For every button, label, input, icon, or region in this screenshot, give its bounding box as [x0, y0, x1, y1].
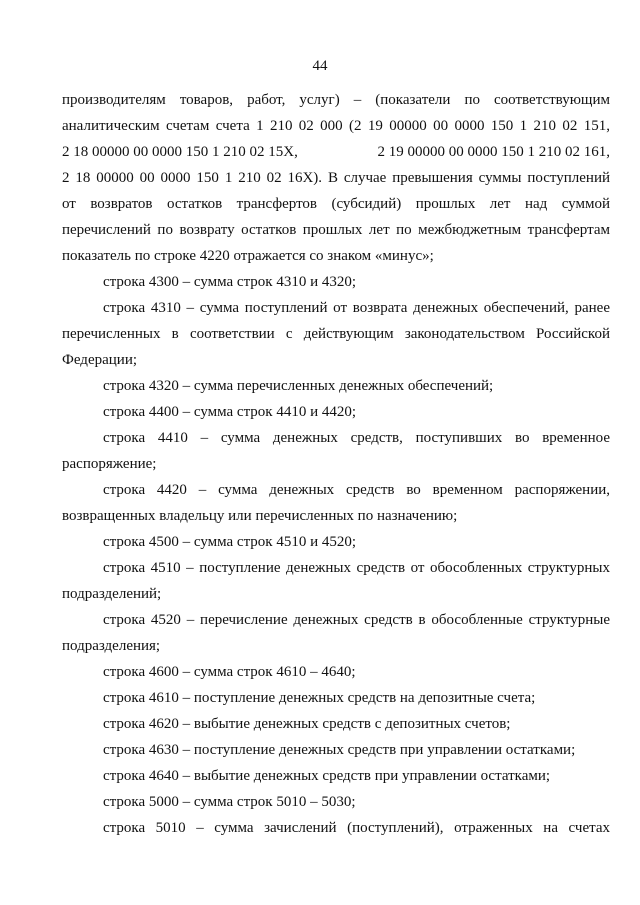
text-line: строка 4420 – сумма денежных средств во временном распоряжении, [103, 482, 610, 498]
text-line: строка 5000 – сумма строк 5010 – 5030; [103, 794, 356, 810]
text-line: строка 4620 – выбытие денежных средств с депозитных счетов; [103, 716, 511, 732]
text-line: перечислений по возврату остатков прошлых лет по межбюджетным трансфертам [62, 222, 610, 238]
text-line: строка 4400 – сумма строк 4410 и 4420; [103, 404, 357, 420]
text-line: строка 5010 – сумма зачислений (поступлений), отраженных на счетах [103, 820, 610, 836]
text-line: строка 4640 – выбытие денежных средств при управлении остатками; [103, 768, 551, 784]
text-line-left: 2 18 00000 00 0000 150 1 210 02 15X, [62, 144, 298, 160]
text-line: аналитическим счетам счета 1 210 02 000 (2 19 00000 00 0000 150 1 210 02 151, [62, 118, 610, 134]
text-line: строка 4520 – перечисление денежных средств в обособленные структурные [103, 612, 610, 628]
text-line: подразделений; [62, 586, 162, 602]
text-line: строка 4410 – сумма денежных средств, поступивших во временное [103, 430, 610, 446]
text-line: возвращенных владельцу или перечисленных по назначению; [62, 508, 458, 524]
page-number: 44 [312, 58, 328, 74]
text-line: строка 4500 – сумма строк 4510 и 4520; [103, 534, 357, 550]
document-body [62, 87, 610, 841]
text-line: строка 4600 – сумма строк 4610 – 4640; [103, 664, 356, 680]
text-line: строка 4320 – сумма перечисленных денежных обеспечений; [103, 378, 494, 394]
text-line: подразделения; [62, 638, 161, 654]
text-line: строка 4630 – поступление денежных средств при управлении остатками; [103, 742, 576, 758]
text-line-right: 2 19 00000 00 0000 150 1 210 02 161, [377, 144, 610, 160]
text-line: строка 4300 – сумма строк 4310 и 4320; [103, 274, 357, 290]
text-line: показатель по строке 4220 отражается со знаком «минус»; [62, 248, 434, 264]
text-line: Федерации; [62, 352, 138, 368]
text-line: производителям товаров, работ, услуг) – (показатели по соответствующим [62, 92, 610, 108]
text-line [62, 139, 610, 165]
text-line: строка 4310 – сумма поступлений от возврата денежных обеспечений, ранее [103, 300, 610, 316]
text-line: строка 4610 – поступление денежных средств на депозитные счета; [103, 690, 536, 706]
text-line: распоряжение; [62, 456, 157, 472]
text-line: 2 18 00000 00 0000 150 1 210 02 16X). В случае превышения суммы поступлений [62, 170, 610, 186]
text-line: строка 4510 – поступление денежных средств от обособленных структурных [103, 560, 610, 576]
text-line: перечисленных в соответствии с действующим законодательством Российской [62, 326, 610, 342]
text-line: от возвратов остатков трансфертов (субсидий) прошлых лет над суммой [62, 196, 610, 212]
